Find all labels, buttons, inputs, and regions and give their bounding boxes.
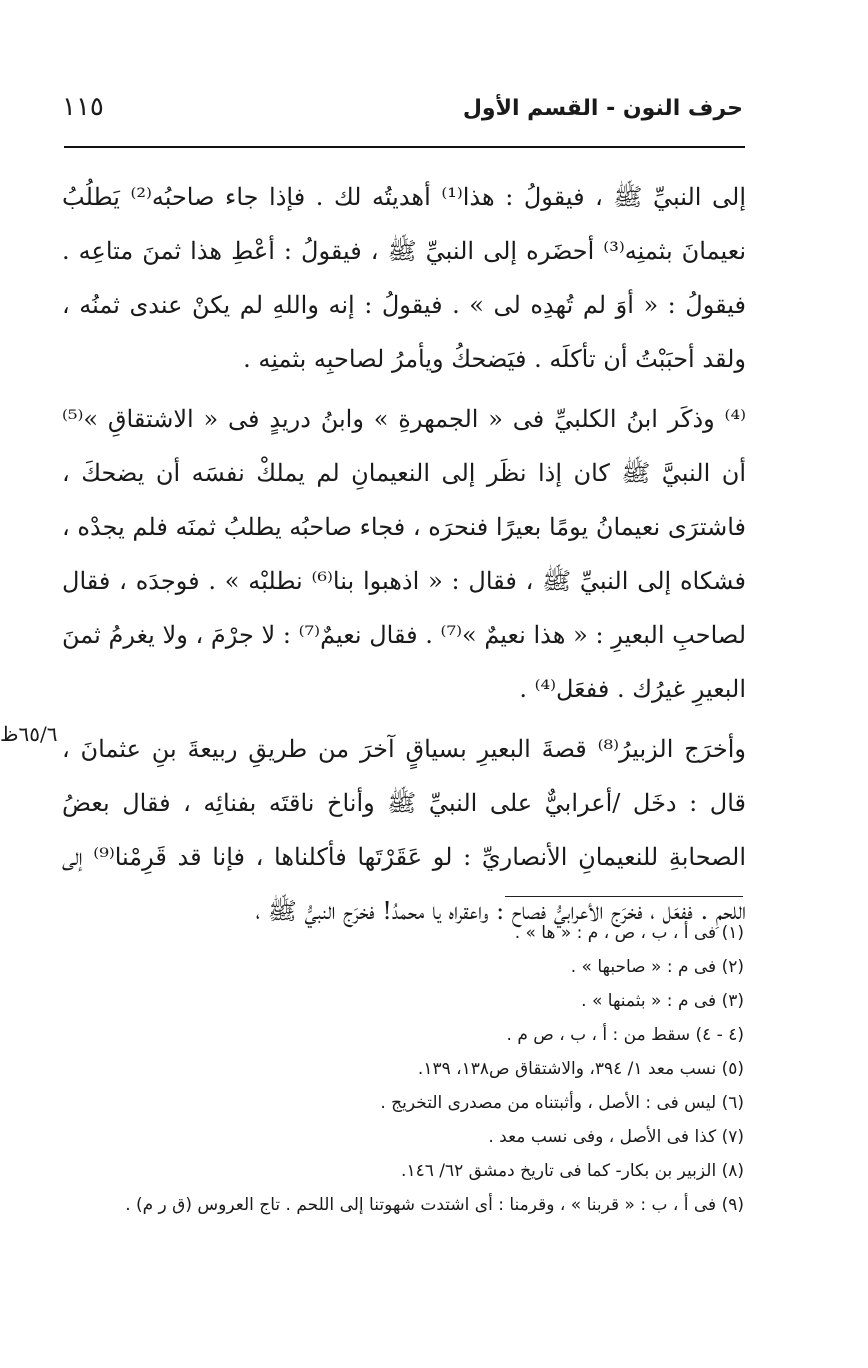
footnote: (١) فى أ ، ب ، ص ، م : « ها » . [514,923,744,943]
page-number: ١١٥ [62,92,104,122]
paragraph: إلى النبيِّ ﷺ ، فيقولُ : هذا⁽¹⁾ أهديتُه لك . فإذا جاء صاحبُه⁽²⁾ يَطلُبُ نعيمانَ بثمنِه⁽³⁾ أحضَره إلى النبيِّ ﷺ ، فيقولُ : أعْطِ هذا ثمنَ متاعِه . فيقولُ : « أوَ لم تُهدِه لى » . فيقولُ : إنه واللهِ لم يكنْ عندى ثمنُه ، ولقد أحبَبْتُ أن تأكلَه . فيَضحكُ ويأمرُ لصاحبِه بثمنِه . [62,183,746,373]
footnote: (٩) فى أ ، ب : « قربنا » ، وقرمنا : أى اشتدت شهوتنا إلى اللحم . تاج العروس (ق ر م) . [125,1195,744,1215]
footnote-separator [505,896,743,897]
footnotes [62,916,744,1222]
footnote: (٢) فى م : « صاحبها » . [570,957,744,977]
footnote: (٥) نسب معد ١/ ٣٩٤، والاشتقاق ص١٣٨، ١٣٩. [417,1059,744,1079]
paragraph: وأخرَج الزبيرُ⁽⁸⁾ قصةَ البعيرِ بسياقٍ آخرَ من طريقِ ربيعةَ بنِ عثمانَ ، قال : دخَل /أعرابيٌّ على النبيِّ ﷺ وأناخ ناقتَه بفنائِه ، فقال بعضُ الصحابةِ للنعيمانِ الأنصاريِّ : لو عَقَرْتَها فأكلناها ، فإنا قد قَرِمْنا⁽⁹⁾ إلى اللحمِ . ففعَل ، فخرَج الأعرابيُّ فصاح : واعقراه يا محمدُ! فخرَج النبيُّ ﷺ ، [62,735,747,925]
page-header [62,90,743,130]
margin-manuscript-reference: ٦٥/٦ظ [0,722,58,746]
footnote: (٨) الزبير بن بكار- كما فى تاريخ دمشق ٦٢/ ١٤٦. [401,1161,744,1181]
paragraph: ⁽⁴⁾ وذكَر ابنُ الكلبيِّ فى « الجمهرةِ » وابنُ دريدٍ فى « الاشتقاقِ »⁽⁵⁾ أن النبيَّ ﷺ كان إذا نظَر إلى النعيمانِ لم يملكْ نفسَه أن يضحكَ ، فاشترَى نعيمانُ يومًا بعيرًا فنحرَه ، فجاء صاحبُه يطلبُ ثمنَه فلم يجدْه ، فشكاه إلى النبيِّ ﷺ ، فقال : « اذهبوا بنا⁽⁶⁾ نطلبْه » . فوجدَه ، فقال لصاحبِ البعيرِ : « هذا نعيمٌ »⁽⁷⁾ . فقال نعيمٌ⁽⁷⁾ : لا جرْمَ ، ولا يغرمُ ثمنَ البعيرِ غيرُك . ففعَل⁽⁴⁾ . [62,405,747,703]
header-rule [64,146,745,148]
footnote: (٦) ليس فى : الأصل ، وأثبتناه من مصدرى التخريج . [380,1093,744,1113]
footnote: (٣) فى م : « بثمنها » . [581,991,744,1011]
footnote: (٤ - ٤) سقط من : أ ، ب ، ص م . [506,1025,744,1045]
running-title: حرف النون - القسم الأول [462,96,743,121]
main-text [62,170,746,944]
footnote: (٧) كذا فى الأصل ، وفى نسب معد . [488,1127,744,1147]
